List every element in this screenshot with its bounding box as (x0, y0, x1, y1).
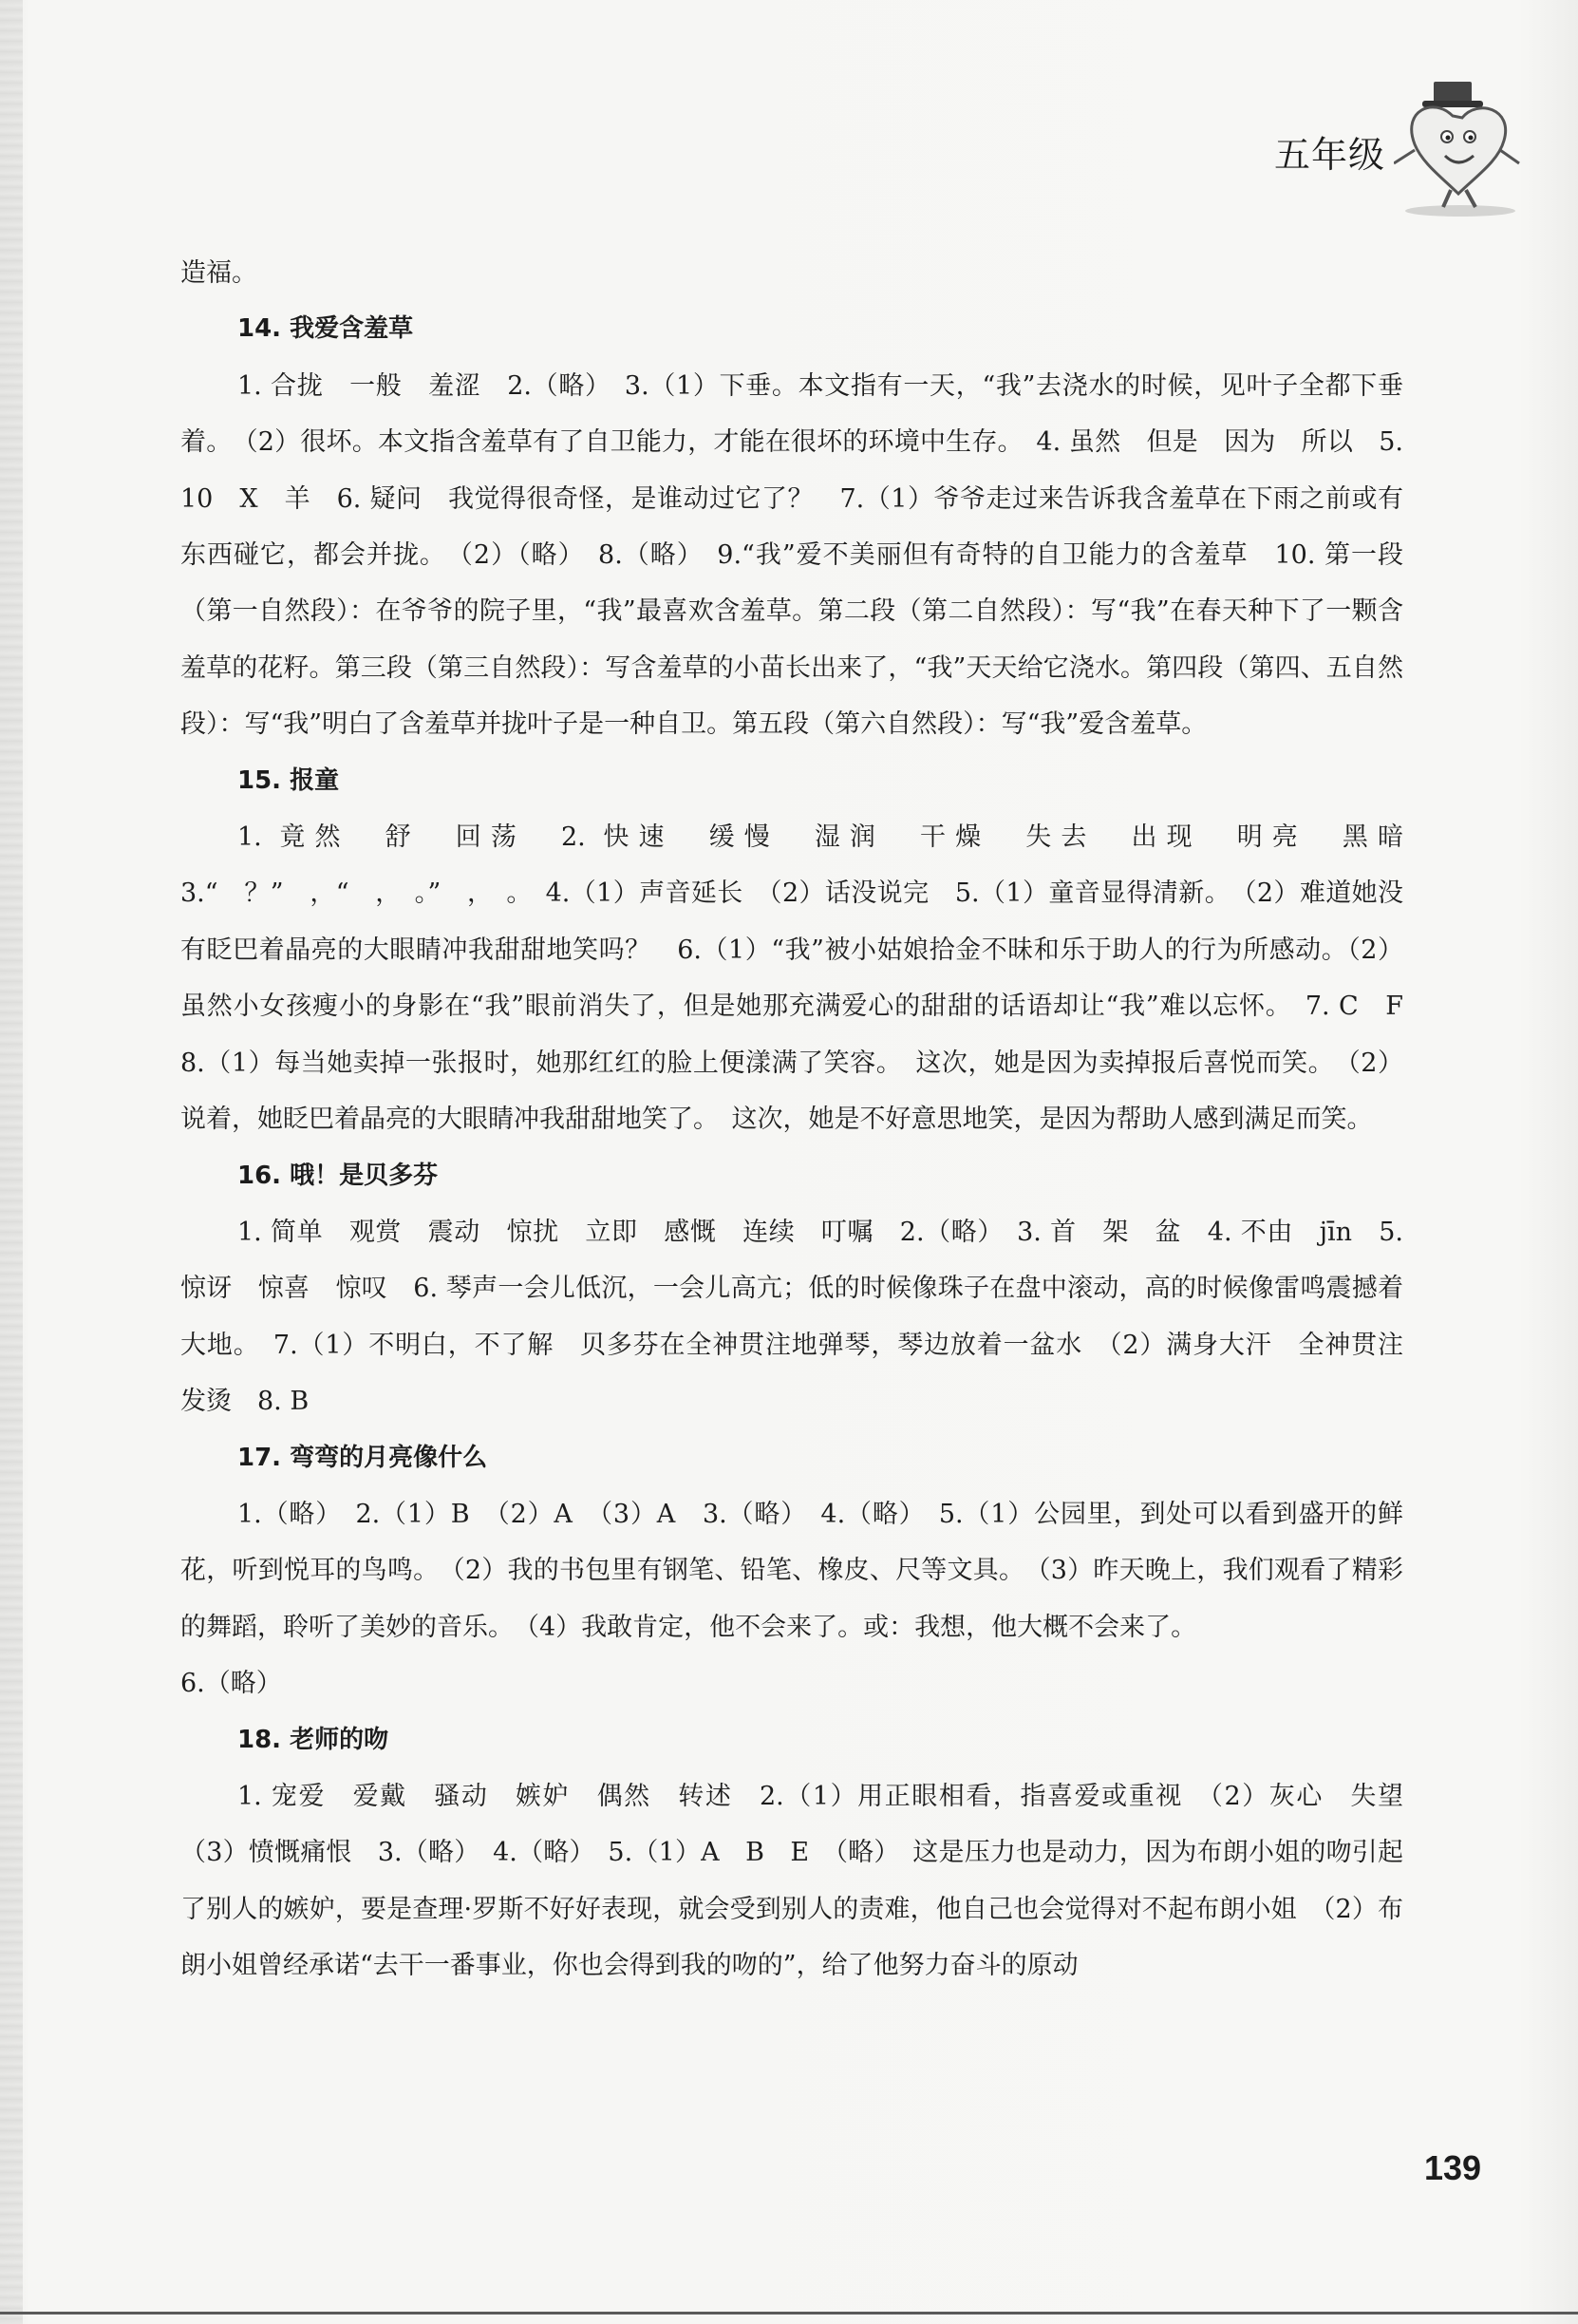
answer-content (180, 245, 1429, 1994)
section-heading-16: 16. 哦！是贝多芬 (237, 1161, 439, 1190)
section-answers-15: 1. 竟然 舒 回荡 2. 快速 缓慢 湿润 干燥 失去 出现 明亮 黑暗 3.“ ？” ，“ ， 。” ， 。 4.（1）声音延长 （2）话没说完 5.（1）童音显得清新。 （2）难道她没有眨巴着晶亮的大眼睛冲我甜甜地笑吗？ 6.（1）“我”被小姑娘拾金不昧和乐于助人的行为所感动。（2）虽然小女孩瘦小的身影在“我”眼前消失了，但是她那充满爱心的甜甜的话语却让“我”难以忘怀。 7. C F 8.（1）每当她卖掉一张报时，她那红红的脸上便漾满了笑容。 这次，她是因为卖掉报后喜悦而笑。 （2）说着，她眨巴着晶亮的大眼睛冲我甜甜地笑了。 这次，她是不好意思地笑，是因为帮助人感到满足而笑。 (180, 822, 1429, 1135)
section-heading-15: 15. 报童 (237, 765, 340, 795)
page-number: 139 (1424, 2148, 1482, 2187)
bottom-divider (0, 2312, 1578, 2315)
section-heading-18: 18. 老师的吻 (237, 1725, 389, 1754)
section-answers-17: 1.（略） 2.（1）B （2）A （3）A 3.（略） 4.（略） 5.（1）公园里，到处可以看到盛开的鲜花，听到悦耳的鸟鸣。 （2）我的书包里有钢笔、铅笔、橡皮、尺等文具。 （3）昨天晚上，我们观看了精彩的舞蹈，聆听了美妙的音乐。 （4）我敢肯定，他不会来了。或：我想，他大概不会来了。 (180, 1499, 1403, 1642)
grade-label: 五年级 (1274, 134, 1386, 176)
section-heading-14: 14. 我爱含羞草 (237, 314, 414, 344)
section-answers-18: 1. 宠爱 爱戴 骚动 嫉妒 偶然 转述 2.（1）用正眼相看，指喜爱或重视 （2）灰心 失望 （3）愤慨痛恨 3.（略） 4.（略） 5.（1）A B E （略） 这是压力也是动力，因为布朗小姐的吻引起了别人的嫉妒，要是查理·罗斯不好好表现，就会受到别人的责难，他自己也会觉得对不起布朗小姐 （2）布朗小姐曾经承诺“去干一番事业，你也会得到我的吻的”，给了他努力奋斗的原动 (180, 1781, 1429, 1981)
section-heading-17: 17. 弯弯的月亮像什么 (237, 1443, 488, 1472)
page-edge (0, 0, 23, 2324)
section-answers-17-tail: 6.（略） (180, 1669, 282, 1699)
heart-mascot-icon (1394, 76, 1527, 218)
continued-text: 造福。 (180, 258, 257, 288)
section-answers-16: 1. 简单 观赏 震动 惊扰 立即 感慨 连续 叮嘱 2.（略） 3. 首 架 盆 4. 不由 jīn 5. 惊讶 惊喜 惊叹 6. 琴声一会儿低沉，一会儿高亢；低的时候像珠子在盘中滚动，高的时候像雷鸣震撼着大地。 7.（1）不明白，不了解 贝多芬在全神贯注地弹琴，琴边放着一盆水 （2）满身大汗 全神贯注 发烫 8. B (180, 1217, 1429, 1417)
section-answers-14: 1. 合拢 一般 羞涩 2.（略） 3.（1）下垂。本文指有一天，“我”去浇水的时候，见叶子全都下垂着。 （2）很坏。本文指含羞草有了自卫能力，才能在很坏的环境中生存。 4. 虽然 但是 因为 所以 5. 10 X 羊 6. 疑问 我觉得很奇怪，是谁动过它了？ 7.（1）爷爷走过来告诉我含羞草在下雨之前或有东西碰它，都会并拢。 （2）（略） 8.（略） 9.“我”爱不美丽但有奇特的自卫能力的含羞草 10. 第一段（第一自然段）：在爷爷的院子里，“我”最喜欢含羞草。第二段（第二自然段）：写“我”在春天种下了一颗含羞草的花籽。第三段（第三自然段）：写含羞草的小苗长出来了，“我”天天给它浇水。第四段（第四、五自然段）：写“我”明白了含羞草并拢叶子是一种自卫。第五段（第六自然段）：写“我”爱含羞草。 (180, 370, 1403, 740)
